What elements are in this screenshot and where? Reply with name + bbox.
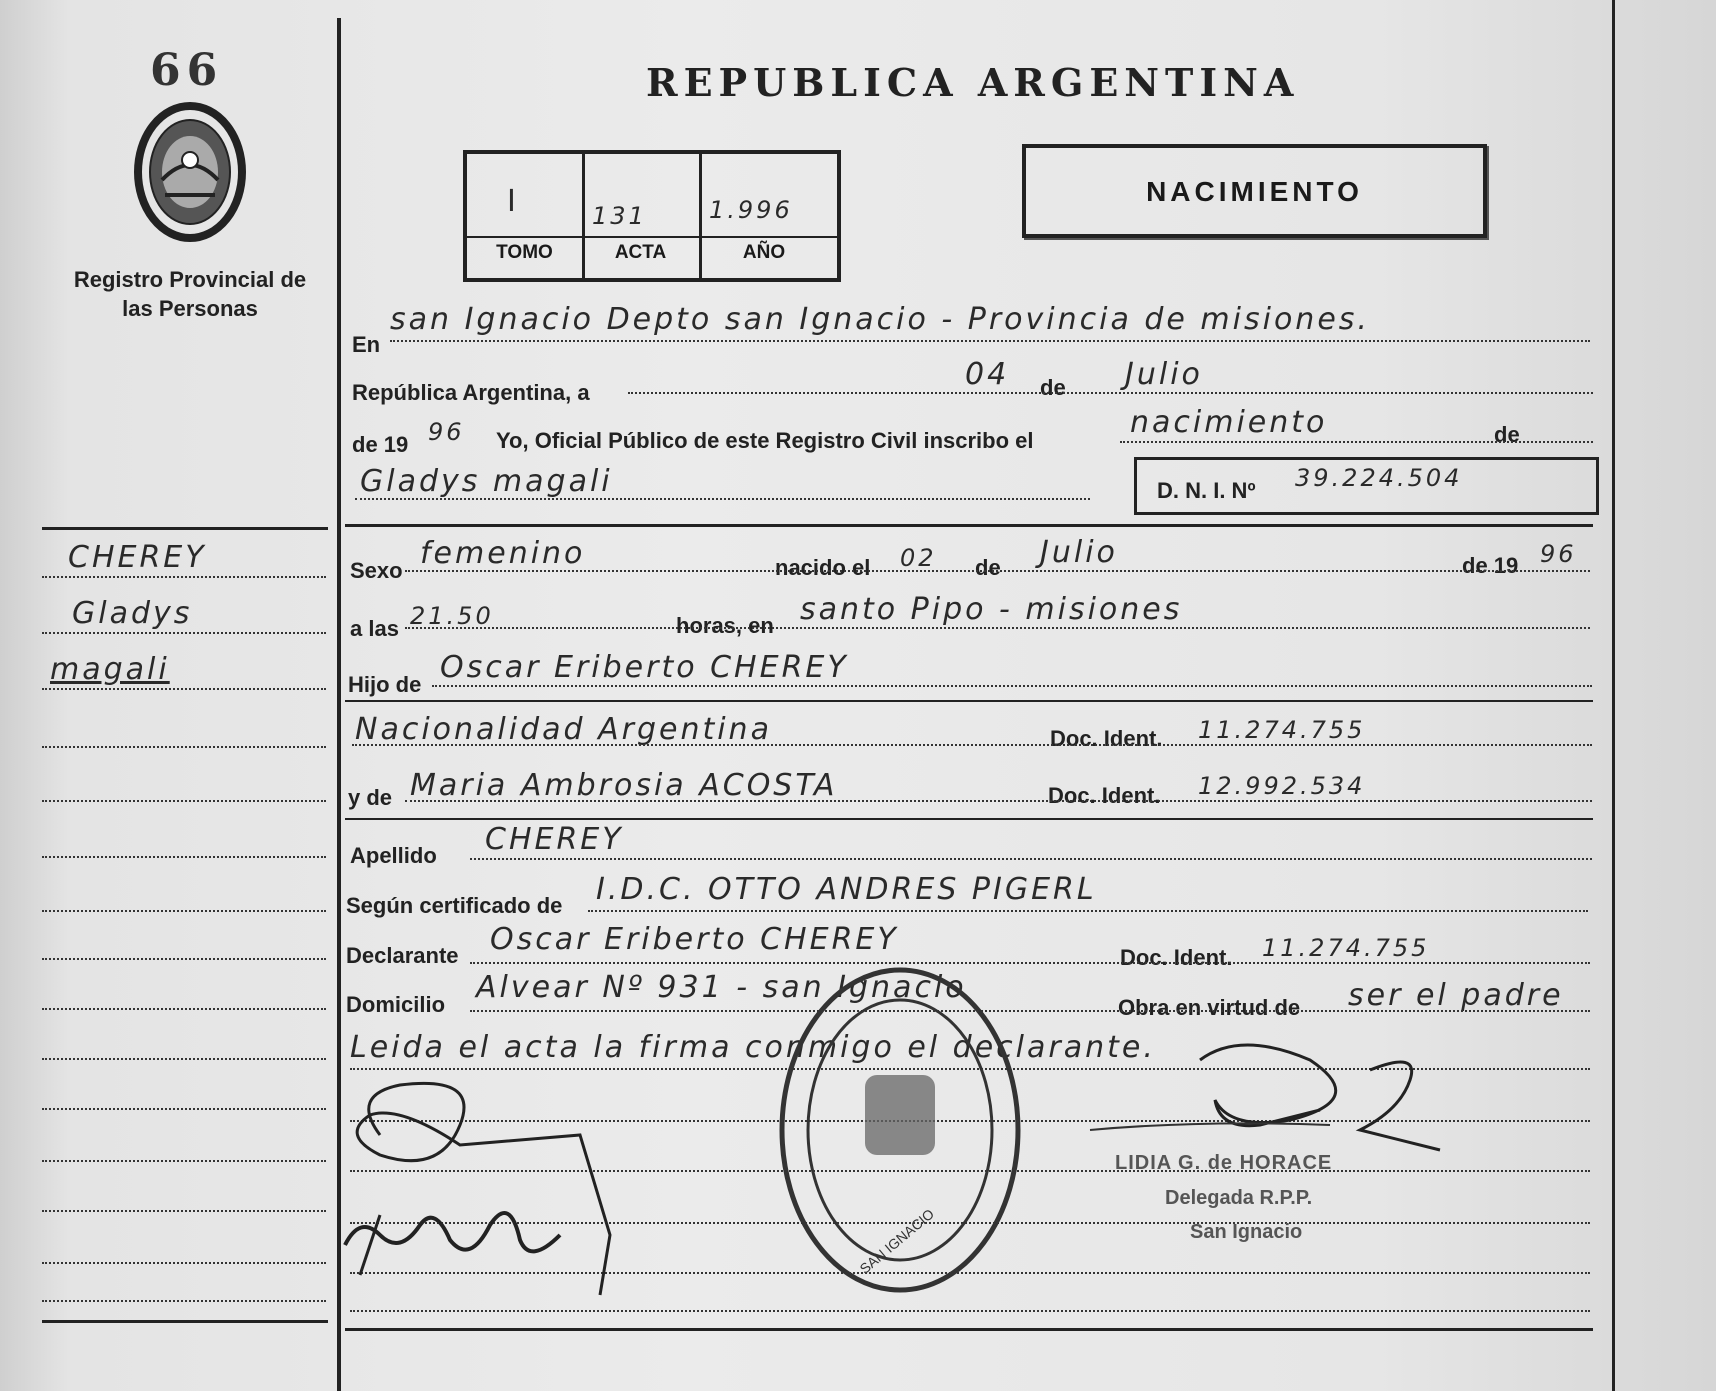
label-segun-certificado: Según certificado de [346,893,563,918]
year-value: 96 [428,418,465,446]
label-doc-ident-3: Doc. Ident. [1120,945,1233,970]
margin-line [42,1160,326,1162]
margin-line [42,856,326,858]
official-seal-icon [770,955,1030,1305]
reading-note: Leida el acta la firma conmigo el declarante. [350,1030,1156,1065]
margin-line [42,910,326,912]
label-nacido-el: nacido el [775,555,871,580]
registry-name: Registro Provincial de las Personas [73,267,307,321]
label-declarante: Declarante [346,943,459,968]
margin-line [42,1008,326,1010]
birth-year-value: 96 [1540,540,1577,568]
record-type: NACIMIENTO [1146,176,1363,207]
margin-line [42,1300,326,1302]
line-hour [405,627,1590,629]
reason-value: ser el padre [1348,978,1564,1013]
delegate-title: Delegada R.P.P. [1165,1187,1313,1209]
section-rule-3 [345,818,1593,820]
label-de: de [1040,375,1066,400]
margin-line [42,746,326,748]
line-certifier [588,910,1588,912]
label-horas-en: horas, en [676,613,774,638]
label-de-3: de [975,555,1001,580]
birth-month-value: Julio [1040,535,1118,570]
line-sex [405,570,1590,572]
line-place [390,340,1590,342]
label-de-2: de [1494,422,1520,447]
line-declarant [470,962,1590,964]
label-en: En [352,332,381,357]
dni-value: 39.224.504 [1295,464,1463,492]
label-de-19b: de 19 [1462,553,1519,578]
label-yo-oficial: Yo, Oficial Público de este Registro Civil inscribo el [496,428,1034,453]
declarant-doc: 11.274.755 [1262,934,1430,962]
ano-label: AÑO [742,242,786,263]
hour-value: 21.50 [410,602,494,630]
month-value: Julio [1125,357,1203,392]
certifier-value: I.D.C. OTTO ANDRES PIGERL [596,872,1097,907]
seal-text: SAN IGNACIO [856,1205,938,1277]
page-number: 66 [150,45,224,96]
tomo-value: I [507,184,519,219]
margin-line [42,1210,326,1212]
delegate-name: LIDIA G. de HORACE [1115,1152,1333,1174]
acta-value: 131 [592,202,647,230]
birth-day-value: 02 [900,544,937,572]
provincial-emblem-icon [130,100,250,245]
sex-value: femenino [420,536,586,571]
ano-value: 1.996 [709,196,793,224]
line-surname [470,858,1592,860]
child-name: Gladys magali [360,464,613,499]
delegate-signature-icon [1080,1040,1460,1160]
margin-rule-bottom [42,1320,328,1323]
section-rule-2 [345,700,1593,702]
line-mother [405,800,1592,802]
section-rule-1 [345,524,1593,527]
margin-first-name: Gladys [72,596,193,631]
margin-line [42,958,326,960]
label-sexo: Sexo [350,558,403,583]
label-a-las: a las [350,616,399,641]
tomo-label: TOMO [496,242,553,263]
label-y-de: y de [348,785,393,810]
margin-rule-top [42,527,328,530]
place-value: san Ignacio Depto san Ignacio - Provincia de misiones. [390,302,1370,337]
mother-name: Maria Ambrosia ACOSTA [410,768,838,803]
delegate-location: San Ignacio [1190,1221,1303,1243]
address-value: Alvear Nº 931 - san Ignacio [476,970,967,1005]
tomo-acta-ano-box [463,150,841,282]
acta-label: ACTA [614,242,667,263]
label-doc-ident-2: Doc. Ident. [1048,783,1161,808]
margin-surname: CHEREY [68,540,207,575]
margin-second-name: magali [50,652,170,687]
surname-value: CHEREY [485,822,624,857]
margin-line [42,1058,326,1060]
blank-line [350,1310,1590,1312]
inscribe-value: nacimiento [1130,405,1328,440]
margin-line [42,1108,326,1110]
line-address [470,1010,1590,1012]
label-domicilio: Domicilio [346,992,446,1017]
label-republica: República Argentina, a [352,380,590,405]
declarant-name: Oscar Eriberto CHEREY [490,922,899,957]
country-title: REPUBLICA ARGENTINA [646,60,1300,105]
margin-line [42,1262,326,1264]
nationality-value: Nacionalidad Argentina [355,712,772,747]
label-de-19: de 19 [352,432,409,457]
birthplace-value: santo Pipo - misiones [800,592,1183,627]
margin-line [42,632,326,634]
label-doc-ident-1: Doc. Ident. [1050,726,1163,751]
page-right-edge [1612,0,1615,1391]
margin-line [42,688,326,690]
record-type-box [1022,144,1487,238]
line-nationality [352,744,1592,746]
line-date [628,392,1593,394]
line-inscribe [1120,441,1593,443]
line-name [355,498,1090,500]
label-dni: D. N. I. Nº [1157,478,1256,503]
officer-signature-icon [340,1075,640,1305]
label-obra: Obra en virtud de [1118,995,1301,1020]
margin-line [42,800,326,802]
line-father [432,685,1592,687]
section-rule-bottom [345,1328,1593,1331]
father-doc: 11.274.755 [1198,716,1366,744]
label-hijo-de: Hijo de [348,672,422,697]
margin-line [42,576,326,578]
mother-doc: 12.992.534 [1198,772,1366,800]
dni-box [1134,457,1599,515]
day-value: 04 [965,357,1010,392]
father-name: Oscar Eriberto CHEREY [440,650,849,685]
label-apellido: Apellido [350,843,437,868]
